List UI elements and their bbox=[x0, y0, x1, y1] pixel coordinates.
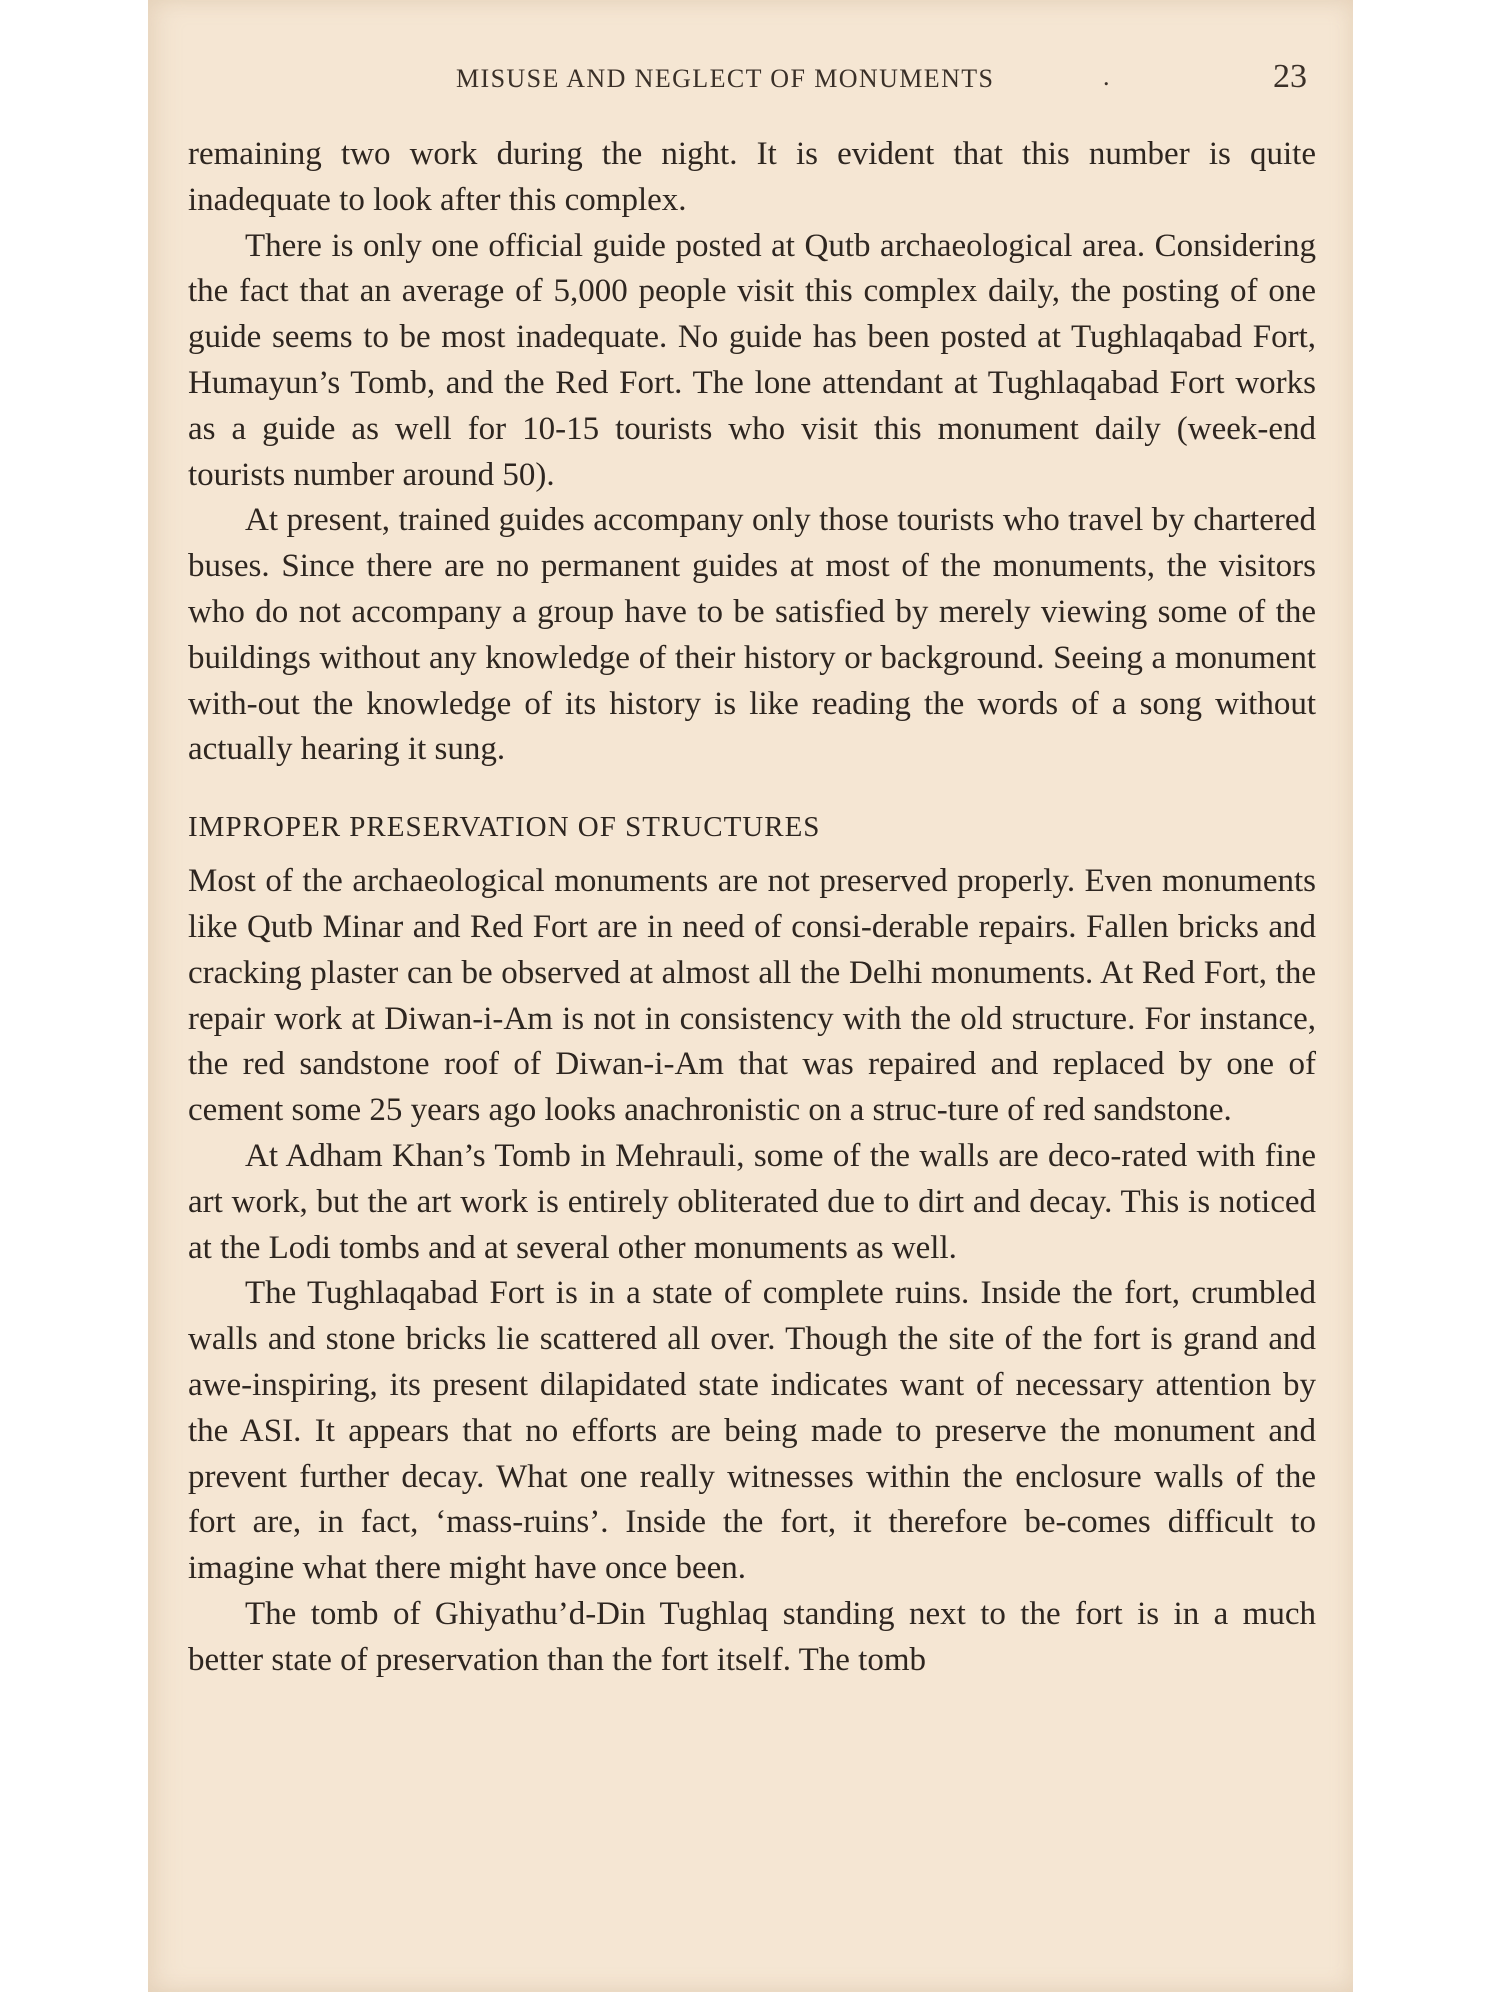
paragraph-official-guide: There is only one official guide posted at Qutb archaeological area. Considering the fact that an average of 5,000 people visit this complex daily, the posting of one guide seems to be most inadequate. No guide has been posted at Tughlaqabad Fort, Humayun’s Tomb, and the Red Fort. The lone attendant at Tughlaqabad Fort works as a guide as well for 10-15 tourists who visit this monument daily (week-end tourists number around 50). bbox=[188, 227, 1316, 493]
page-number: 23 bbox=[1273, 58, 1307, 95]
section-heading: IMPROPER PRESERVATION OF STRUCTURES bbox=[188, 811, 821, 844]
paragraph-trained-guides: At present, trained guides accompany only those tourists who travel by chartered buses. Since there are no permanent guides at most of the monuments, the visitors who do not accompany a group have to be satisfied by merely viewing some of the buildings without any knowledge of their history or background. Seeing a monument with-out the knowledge of its history is like reading the words of a song without actually hearing it sung. bbox=[188, 502, 1316, 768]
paragraph-tughlaqabad: The Tughlaqabad Fort is in a state of complete ruins. Inside the fort, crumbled walls and stone bricks lie scattered all over. Though the site of the fort is grand and awe-inspiring, its present dilapidated state indicates want of necessary attention by the ASI. It appears that no efforts are being made to preserve the monument and prevent further decay. What one really witnesses within the enclosure walls of the fort are, in fact, ‘mass-ruins’. Inside the fort, it therefore be-comes difficult to imagine what there might have once been. bbox=[188, 1275, 1316, 1587]
book-page bbox=[148, 0, 1353, 1992]
paragraph-preservation: Most of the archaeological monuments are not preserved properly. Even monuments like Qutb Minar and Red Fort are in need of consi-derable repairs. Fallen bricks and cracking plaster can be observed at almost all the Delhi monuments. At Red Fort, the repair work at Diwan-i-Am is not in consistency with the old structure. For instance, the red sandstone roof of Diwan-i-Am that was repaired and replaced by one of cement some 25 years ago looks anachronistic on a struc-ture of red sandstone. bbox=[188, 863, 1316, 1129]
paragraph-guards: remaining two work during the night. It is evident that this number is quite inadequate to look after this complex. bbox=[188, 136, 1316, 218]
running-head bbox=[148, 58, 1353, 98]
paragraph-adham-khan: At Adham Khan’s Tomb in Mehrauli, some of the walls are deco-rated with fine art work, but the art work is entirely obliterated due to dirt and decay. This is noticed at the Lodi tombs and at several other monuments as well. bbox=[188, 1137, 1316, 1266]
running-head-separator: . bbox=[1103, 62, 1110, 91]
running-head-title: MISUSE AND NEGLECT OF MONUMENTS bbox=[456, 64, 995, 93]
body-text bbox=[188, 132, 1316, 1684]
paragraph-ghiyathuddin-tomb: The tomb of Ghiyathu’d-Din Tughlaq standing next to the fort is in a much better state of preservation than the fort itself. The tomb bbox=[188, 1595, 1316, 1678]
